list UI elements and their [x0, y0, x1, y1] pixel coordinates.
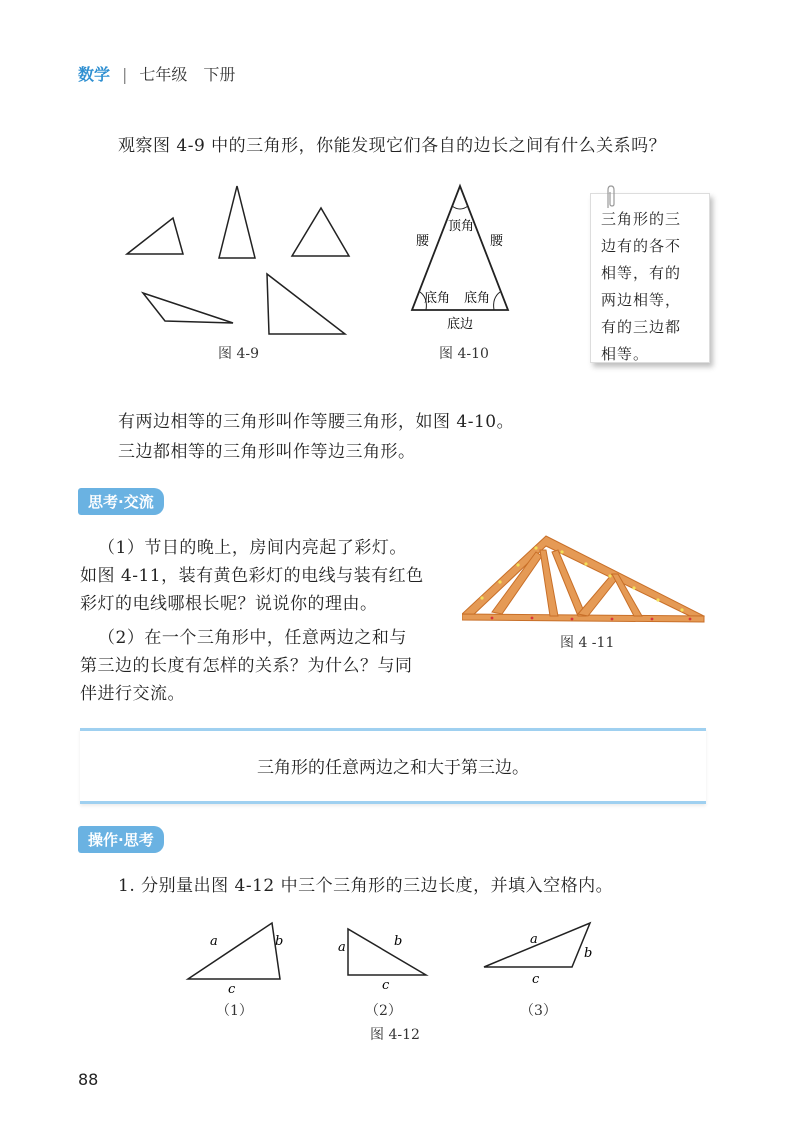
q2-line: （2）在一个三角形中，任意两边之和与: [98, 628, 407, 648]
header-separator: |: [122, 65, 128, 84]
figure-4-12: [180, 915, 610, 1005]
figure-4-11-caption: 图 4 -11: [560, 635, 615, 651]
t1-side-c: c: [228, 982, 236, 997]
base-angle-right-label: 底角: [464, 291, 491, 306]
t2-side-a: a: [338, 940, 346, 955]
side-note: [590, 193, 710, 363]
q1-line: 彩灯的电线哪根长呢？说说你的理由。: [80, 594, 378, 614]
triangle-2: [348, 929, 426, 975]
note-line: 相等。: [601, 345, 650, 363]
triangle-obtuse: [143, 293, 233, 323]
triangle-right: [267, 274, 345, 334]
t3-side-a: a: [530, 932, 538, 947]
grade-label: 七年级 下册: [139, 65, 236, 84]
figure-4-10-caption: 图 4-10: [439, 346, 489, 362]
figure-4-10: [400, 178, 530, 338]
q1-line: 如图 4-11，装有黄色彩灯的电线与装有红色: [80, 566, 424, 586]
t1-side-a: a: [210, 934, 218, 949]
leg-right-label: 腰: [490, 234, 504, 249]
note-line: 边有的各不: [601, 237, 682, 255]
section-tag-operate-think: 操作·思考: [78, 826, 164, 853]
note-line: 两边相等，: [601, 291, 682, 309]
section-tag-think-discuss: 思考·交流: [78, 488, 164, 515]
figure-4-12-label-1: （1）: [216, 1003, 253, 1019]
truss-web: [578, 574, 618, 616]
definition-equilateral: 三边都相等的三角形叫作等边三角形。: [118, 442, 416, 462]
q2-line: 伴进行交流。: [80, 684, 185, 704]
t2-side-c: c: [382, 978, 390, 993]
note-line: 三角形的三: [601, 210, 682, 228]
page-number: 88: [78, 1070, 99, 1089]
figure-4-11-truss: [462, 528, 707, 628]
subject-label: 数学: [78, 65, 111, 84]
t3-side-b: b: [584, 946, 593, 961]
apex-angle-arc: [452, 206, 468, 209]
summary-text: 三角形的任意两边之和大于第三边。: [257, 758, 529, 778]
t1-side-b: b: [275, 934, 284, 949]
task-1: 1. 分别量出图 4-12 中三个三角形的三边长度，并填入空格内。: [118, 876, 614, 896]
triangle-equilateral: [292, 208, 349, 256]
figure-4-12-caption: 图 4-12: [370, 1027, 420, 1043]
intro-question: 观察图 4-9 中的三角形，你能发现它们各自的边长之间有什么关系吗？: [118, 136, 667, 156]
section1-questions: [80, 534, 460, 708]
summary-box: [80, 728, 706, 804]
q2-line: 第三边的长度有怎样的关系？为什么？与同: [80, 656, 413, 676]
t3-side-c: c: [532, 972, 540, 987]
definition-isosceles: 有两边相等的三角形叫作等腰三角形，如图 4-10。: [118, 412, 515, 432]
base-label: 底边: [447, 317, 474, 332]
figure-4-9-caption: 图 4-9: [218, 346, 259, 362]
figure-4-9: [115, 180, 355, 340]
t2-side-b: b: [394, 934, 403, 949]
base-angle-right-arc: [494, 292, 500, 310]
note-line: 相等，有的: [601, 264, 682, 282]
leg-left-label: 腰: [416, 234, 430, 249]
running-header: [78, 62, 235, 85]
note-line: 有的三边都: [601, 318, 682, 336]
apex-label: 顶角: [448, 219, 475, 234]
q1-line: （1）节日的晚上，房间内亮起了彩灯。: [98, 538, 407, 558]
side-note-text: [601, 206, 703, 368]
triangle-isosceles-tall: [219, 186, 255, 258]
figure-4-12-label-3: （3）: [520, 1003, 557, 1019]
figure-4-12-label-2: （2）: [365, 1003, 402, 1019]
triangle-scalene-1: [127, 218, 183, 254]
base-angle-left-label: 底角: [424, 291, 451, 306]
triangle-1: [188, 923, 280, 979]
